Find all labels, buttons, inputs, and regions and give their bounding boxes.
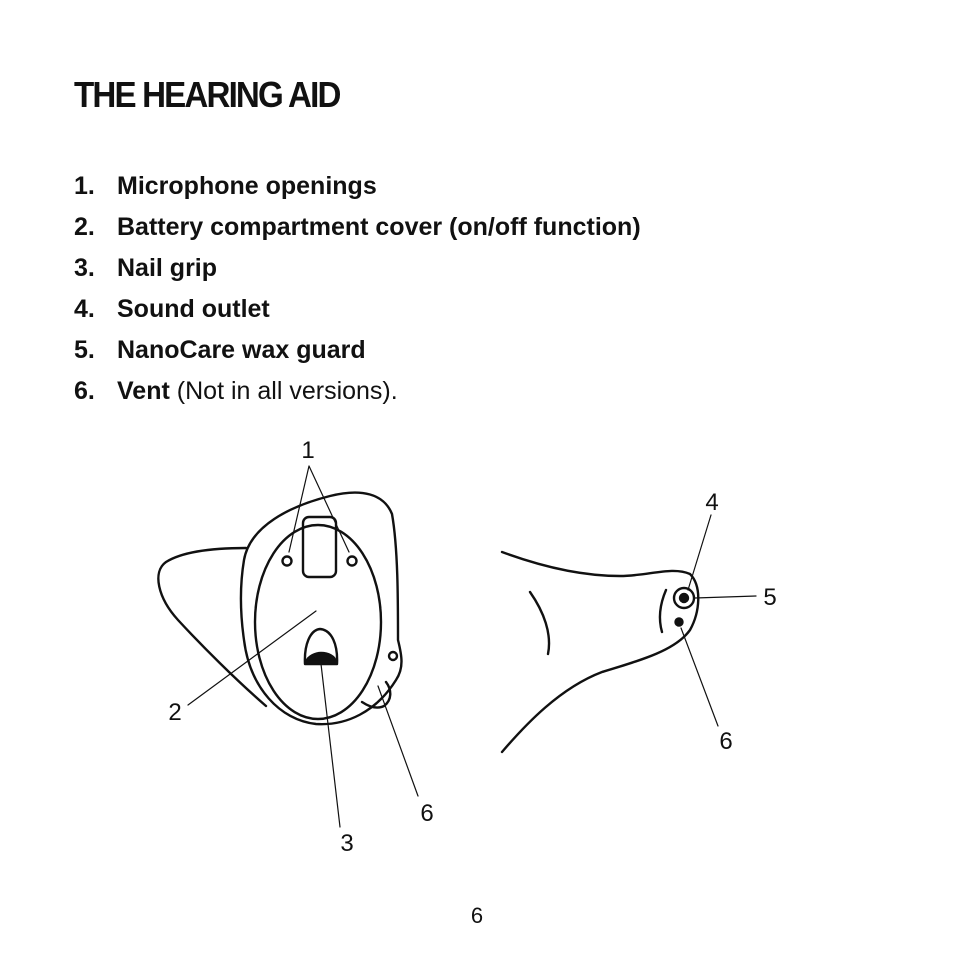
item-label: Battery compartment cover (on/off function) [117, 213, 641, 241]
item-number: 4. [74, 295, 95, 323]
callout-leader-1 [289, 466, 349, 552]
side-crease-2 [660, 590, 666, 632]
battery-cover [255, 525, 381, 719]
vent-opening-right [676, 619, 683, 626]
microphone-opening-left [283, 557, 292, 566]
shell-outline [158, 548, 266, 706]
hearing-aid-faceplate-view [158, 466, 418, 827]
item-label: Microphone openings [117, 172, 377, 200]
microphone-opening-right [348, 557, 357, 566]
callout-1: 1 [301, 437, 315, 464]
item-label: Sound outlet [117, 295, 270, 323]
item-label: NanoCare wax guard [117, 336, 366, 364]
item-number: 3. [74, 254, 95, 282]
item-label: Nail grip [117, 254, 218, 282]
callout-leader-3 [321, 664, 340, 827]
callout-leader-2 [188, 611, 316, 705]
callout-leader-4 [688, 515, 711, 590]
side-shell-top [502, 552, 698, 752]
callout-6-right: 6 [719, 728, 733, 755]
callout-6-left: 6 [420, 800, 434, 827]
faceplate-rim [241, 493, 402, 725]
vent-opening-left [389, 652, 397, 660]
item-number: 6. [74, 377, 95, 405]
callout-leader-6-right [681, 628, 718, 726]
nail-grip-fill [306, 653, 336, 662]
item-number: 2. [74, 213, 95, 241]
callout-5: 5 [763, 584, 777, 611]
callout-leader-5 [695, 596, 756, 598]
callout-leader-6-left [378, 686, 418, 796]
item-number: 5. [74, 336, 95, 364]
callout-2: 2 [168, 699, 182, 726]
side-crease-1 [530, 592, 549, 654]
item-number: 1. [74, 172, 95, 200]
hearing-aid-side-view [502, 515, 756, 752]
item-label: Vent [117, 377, 170, 405]
page-number: 6 [470, 903, 484, 928]
callout-3: 3 [340, 830, 354, 857]
wax-guard [680, 594, 688, 602]
page-title: THE HEARING AID [74, 74, 340, 115]
item-note: (Not in all versions). [176, 377, 398, 405]
callout-4: 4 [705, 489, 719, 516]
